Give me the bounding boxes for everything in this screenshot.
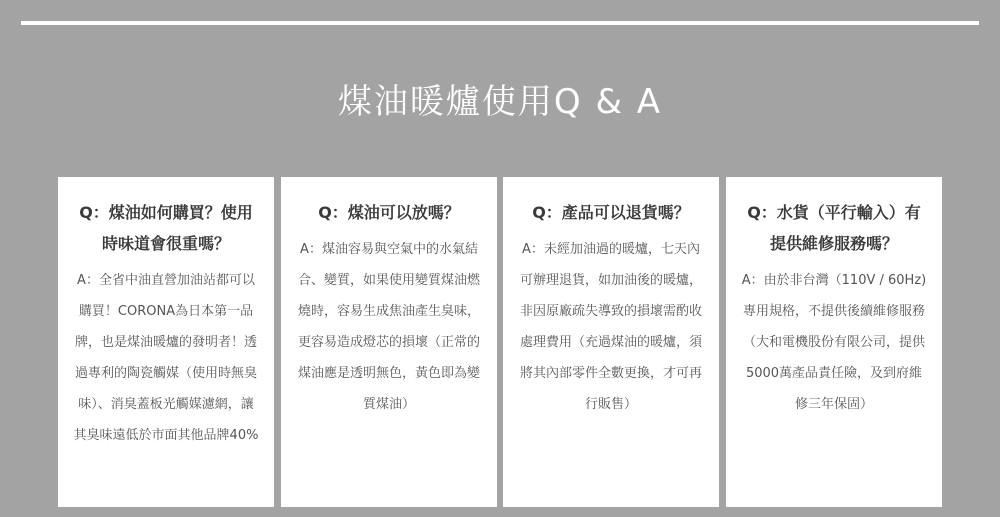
faq-answer: A：未經加油過的暖爐，七天內可辦理退貨，如加油後的暖爐，非因原廠疏失導致的損壞需酌收處理費用（充過煤油的暖爐，須將其內部零件全數更換，才可再行販售）: [519, 242, 702, 412]
faq-question: Q：煤油可以放嗎？: [318, 203, 460, 222]
page-title: 煤油暖爐使用Q & A: [337, 82, 663, 122]
faq-card-purchase: [58, 177, 274, 507]
faq-answer: A：全省中油直營加油站都可以購買！CORONA為日本第一品牌，也是煤油暖爐的發明者！透過專利的陶瓷觸媒（使用時無臭味）、消臭蓋板光觸媒濾網，讓其臭味遠低於市面其他品牌40%: [73, 273, 259, 443]
faq-question: Q：產品可以退貨嗎？: [532, 203, 690, 222]
faq-card-storage: [281, 177, 497, 507]
faq-answer: A：由於非台灣（110V / 60Hz)專用規格，不提供後續維修服務（大和電機股份有限公司，提供5000萬產品責任險，及到府維修三年保固）: [741, 273, 927, 412]
faq-card-repair: [726, 177, 942, 507]
faq-question: Q：煤油如何購買？使用時味道會很重嗎？: [79, 203, 253, 253]
faq-answer: A：煤油容易與空氣中的水氣結合、變質，如果使用變質煤油燃燒時，容易生成焦油產生臭味，更容易造成燈芯的損壞（正常的煤油應是透明無色，黃色即為變質煤油）: [297, 242, 480, 412]
faq-card-returns: [503, 177, 719, 507]
faq-question: Q：水貨（平行輸入）有提供維修服務嗎？: [747, 203, 921, 253]
top-divider: [21, 21, 979, 25]
